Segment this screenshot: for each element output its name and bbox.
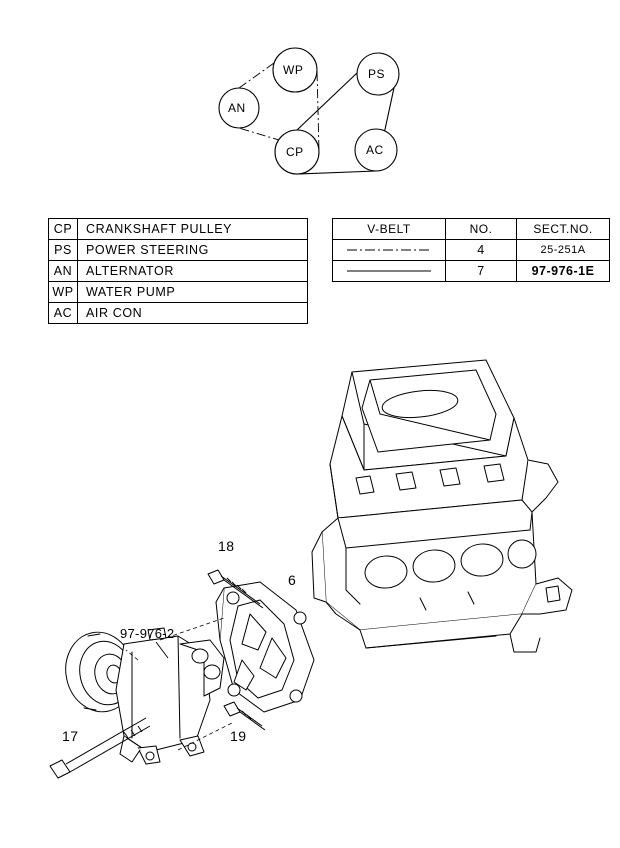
pulley-label-cp: CP (286, 145, 304, 159)
vbelt-spec-table (332, 218, 610, 282)
table-row (333, 261, 610, 282)
belt-routing-diagram (200, 30, 430, 190)
legend-code: CP (49, 219, 78, 240)
callout-17: 17 (62, 728, 79, 744)
legend-desc: AIR CON (78, 303, 308, 324)
vbelt-line-sample-dashdot (333, 240, 446, 261)
table-row (49, 219, 308, 240)
callout-19: 19 (230, 728, 247, 744)
vbelt-no: 4 (446, 240, 517, 261)
table-row (49, 240, 308, 261)
leader-line-97-976-2 (150, 636, 210, 676)
legend-code: AN (49, 261, 78, 282)
legend-desc: WATER PUMP (78, 282, 308, 303)
callout-6: 6 (288, 572, 297, 588)
pulley-label-ps: PS (368, 67, 386, 81)
legend-code: WP (49, 282, 78, 303)
table-row (49, 303, 308, 324)
vbelt-sect-no: 25-251A (517, 240, 610, 261)
table-header-row (333, 219, 610, 240)
pulley-label-wp: WP (283, 63, 304, 77)
vbelt-line-sample-solid (333, 261, 446, 282)
col-header-vbelt: V-BELT (333, 219, 446, 240)
vbelt-sect-no: 97-976-1E (517, 261, 610, 282)
pulley-legend-table (48, 218, 308, 324)
table-row (49, 282, 308, 303)
pulley-label-an: AN (228, 101, 246, 115)
col-header-sect: SECT.NO. (517, 219, 610, 240)
table-row (49, 261, 308, 282)
col-header-no: NO. (446, 219, 517, 240)
legend-code: PS (49, 240, 78, 261)
ac-compressor-assembly-illustration (28, 540, 368, 830)
legend-desc: CRANKSHAFT PULLEY (78, 219, 308, 240)
callout-18: 18 (218, 538, 235, 554)
callout-97-976-2: 97-976-2 (120, 626, 175, 641)
vbelt-no: 7 (446, 261, 517, 282)
legend-desc: POWER STEERING (78, 240, 308, 261)
legend-desc: ALTERNATOR (78, 261, 308, 282)
table-row (333, 240, 610, 261)
pulley-label-ac: AC (366, 143, 384, 157)
legend-code: AC (49, 303, 78, 324)
